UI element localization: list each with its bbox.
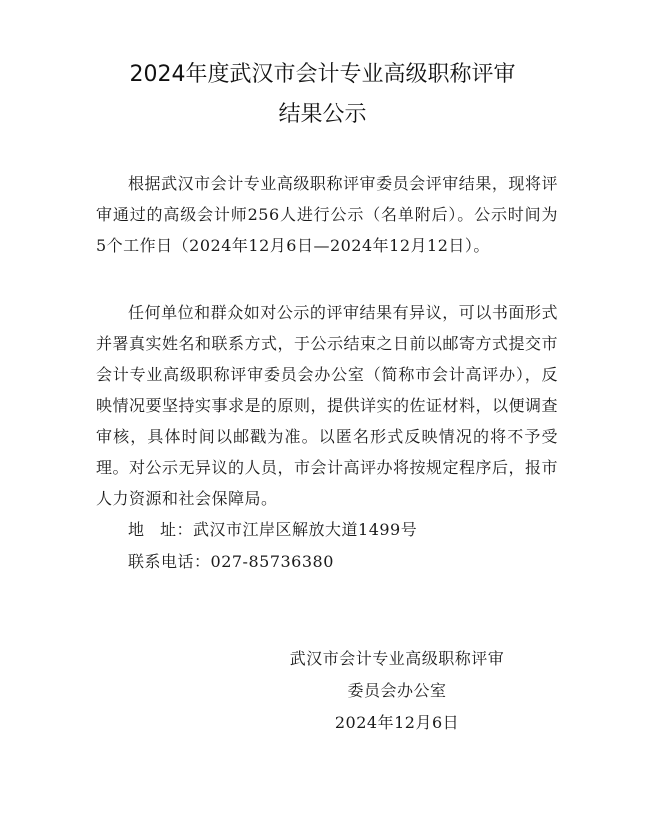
- address-line: [128, 514, 417, 545]
- phone-value: 027-85736380: [210, 552, 334, 571]
- phone-label: 联系电话：: [128, 552, 211, 571]
- address-label-char2: 址：: [160, 520, 194, 539]
- phone-line: [128, 546, 334, 577]
- address-value: 武汉市江岸区解放大道1499号: [193, 520, 418, 539]
- paragraph-announcement: 根据武汉市会计专业高级职称评审委员会评审结果，现将评审通过的高级会计师256人进行公示（名单附后）。公示时间为5个工作日（2024年12月6日—2024年12月12日）。: [96, 174, 558, 255]
- document-title-line1: 2024年度武汉市会计专业高级职称评审: [129, 62, 516, 87]
- signature-org-line2: 委员会办公室: [347, 681, 447, 700]
- address-label-char1: 地: [128, 520, 145, 539]
- signature-date: 2024年12月6日: [334, 713, 460, 732]
- signature-org-line1: 武汉市会计专业高级职称评审: [289, 649, 505, 668]
- paragraph-objection-procedure: 任何单位和群众如对公示的评审结果有异议，可以书面形式并署真实姓名和联系方式，于公示结束之日前以邮寄方式提交市会计专业高级职称评审委员会办公室（简称市会计高评办），反映情况要坚持实事求是的原则，提供详实的佐证材料，以便调查审核，具体时间以邮戳为准。以匿名形式反映情况的将不予受理。对公示无异议的人员，市会计高评办将按规定程序后，报市人力资源和社会保障局。: [96, 303, 559, 508]
- document-title-line2: 结果公示: [278, 102, 367, 127]
